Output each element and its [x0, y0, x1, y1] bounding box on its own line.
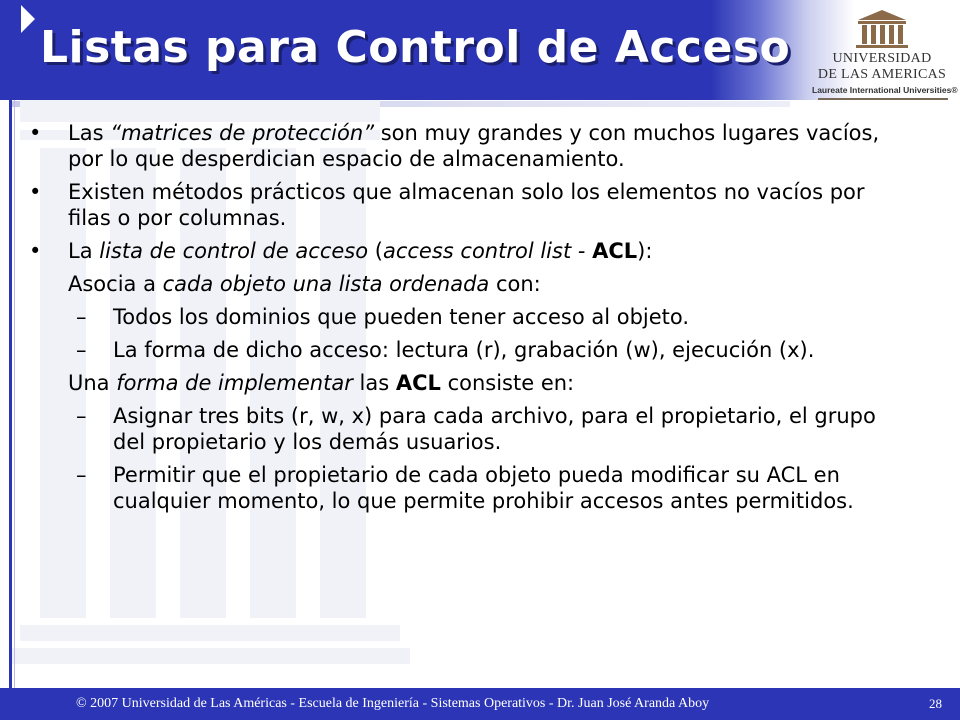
sub-bullet-item: – La forma de dicho acceso: lectura (r), grabación (w), ejecución (x). — [76, 338, 815, 362]
page-number: 28 — [929, 696, 942, 711]
footer-copyright: © 2007 Universidad de Las Américas - Escuela de Ingeniería - Sistemas Operativos - Dr. Juan José Aranda Aboy — [76, 696, 710, 711]
logo-line-1: UNIVERSIDAD — [832, 51, 932, 66]
continuation-paragraph: Una forma de implementar las ACL consiste en: — [68, 371, 575, 395]
bullet-item: • Existen métodos prácticos que almacenan solo los elementos no vacíos por filas o por columnas. — [29, 180, 865, 230]
slide-title: Listas para Control de Acceso — [40, 22, 791, 73]
logo-line-2: DE LAS AMERICAS — [817, 67, 947, 82]
logo-tagline: Laureate International Universities® — [812, 85, 958, 95]
play-arrow-icon — [21, 5, 35, 33]
bullet-item: • La lista de control de acceso (access control list - ACL): — [29, 239, 653, 263]
sub-bullet-item: – Asignar tres bits (r, w, x) para cada archivo, para el propietario, el grupo del propietario y los demás usuarios. — [76, 404, 876, 454]
building-columns-icon — [852, 8, 912, 50]
bullet-marker: • — [29, 180, 42, 204]
dash-marker: – — [76, 404, 87, 428]
sub-bullet-item: – Todos los dominios que pueden tener acceso al objeto. — [76, 305, 690, 329]
university-logo — [812, 8, 958, 96]
slide-body — [0, 120, 960, 521]
dash-marker: – — [76, 463, 87, 487]
dash-marker: – — [76, 305, 87, 329]
bullet-marker: • — [29, 239, 42, 263]
bullet-item: • Las “matrices de protección” son muy grandes y con muchos lugares vacíos, por lo que desperdician espacio de almacenamiento. — [29, 121, 880, 171]
continuation-paragraph: Asocia a cada objeto una lista ordenada con: — [68, 272, 541, 296]
sub-bullet-item: – Permitir que el propietario de cada objeto pueda modificar su ACL en cualquier momento, lo que permite prohibir accesos antes permitidos. — [76, 463, 854, 513]
dash-marker: – — [76, 338, 87, 362]
slide-footer — [0, 688, 960, 720]
bullet-marker: • — [29, 121, 42, 145]
